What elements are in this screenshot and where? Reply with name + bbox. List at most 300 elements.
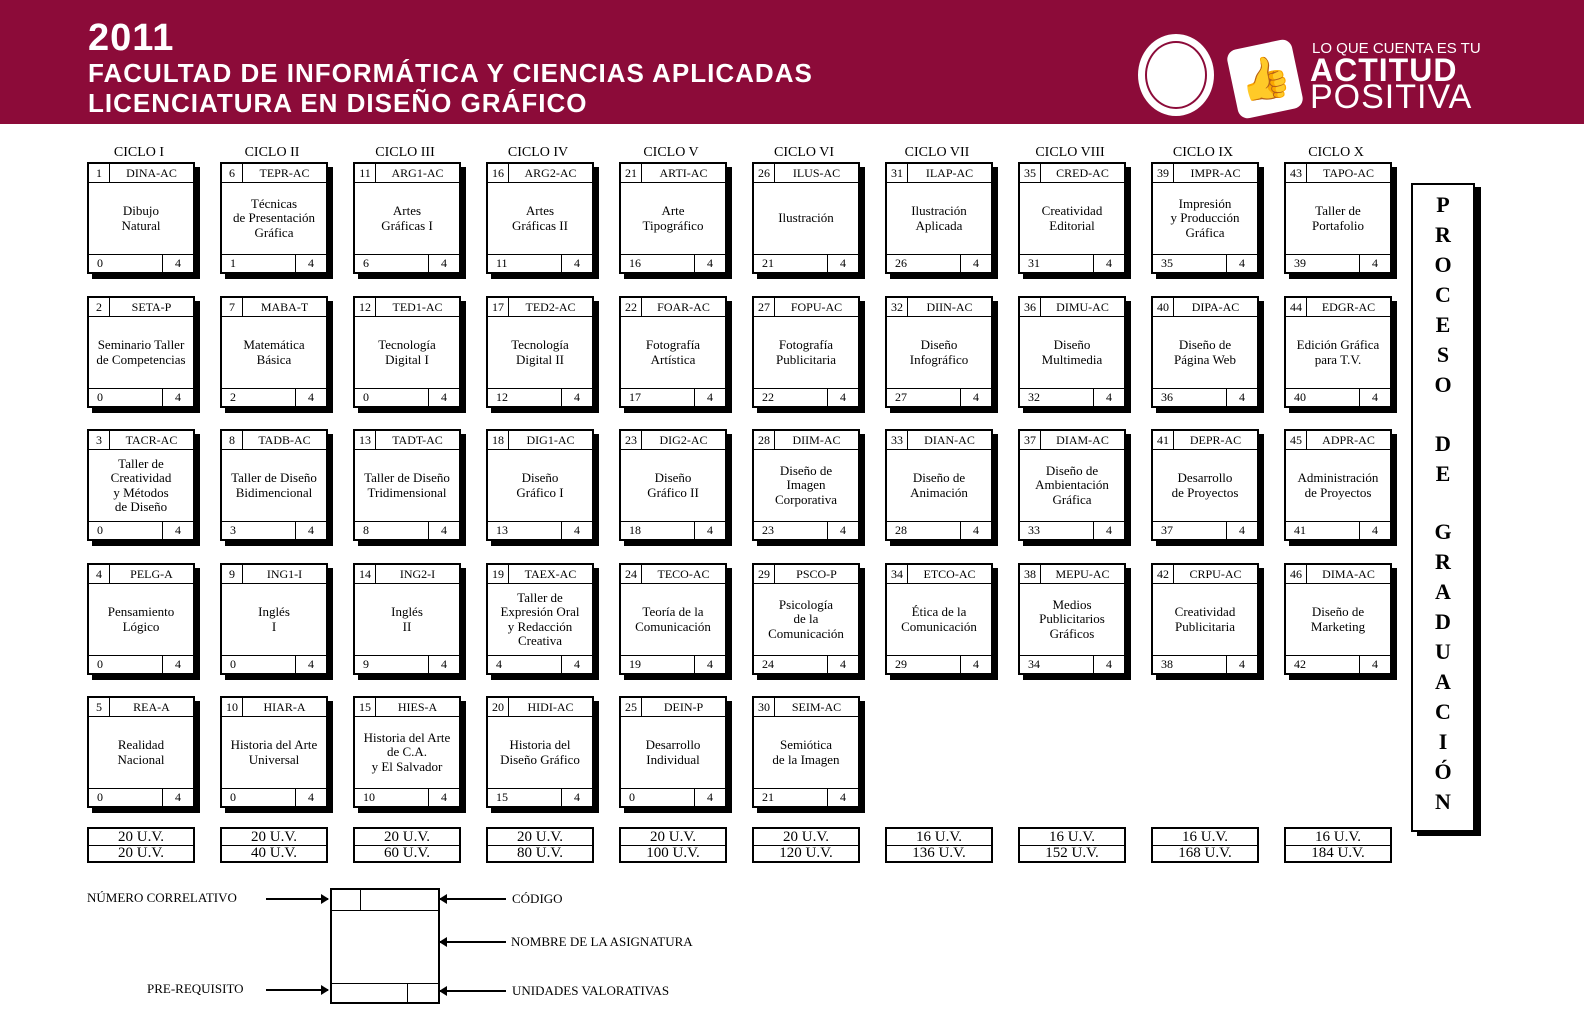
- cycle-uv: 20 U.V.: [222, 829, 326, 846]
- cycle-uv-summary: [752, 827, 860, 863]
- subject-code: MABA-T: [260, 300, 309, 314]
- subject-prerequisite: 0: [97, 390, 103, 404]
- subject-uv: 4: [694, 656, 725, 673]
- subject-card-footer: [1020, 655, 1124, 673]
- subject-number: 16: [488, 164, 509, 182]
- subject-card-header: [488, 164, 592, 183]
- subject-code: TADT-AC: [392, 433, 443, 447]
- subject-number: 31: [887, 164, 908, 182]
- subject-card-footer: [1153, 388, 1257, 406]
- slogan-line-1: LO QUE CUENTA ES TU: [1312, 40, 1481, 57]
- subject-prerequisite: 0: [363, 390, 369, 404]
- subject-uv: 4: [1226, 389, 1257, 406]
- subject-name: Teoría de la Comunicación: [635, 604, 711, 634]
- subject-card: [1151, 563, 1259, 675]
- subject-card-header: [1153, 431, 1257, 450]
- subject-name: Ilustración Aplicada: [911, 203, 967, 233]
- arrow-right-icon: [266, 898, 328, 900]
- subject-number: 35: [1020, 164, 1041, 182]
- subject-card: [87, 429, 195, 541]
- subject-number: 12: [355, 298, 376, 316]
- subject-number: 42: [1153, 565, 1174, 583]
- subject-card: [220, 563, 328, 675]
- graduation-letter: R: [1435, 549, 1451, 574]
- subject-name: Desarrollo de Proyectos: [1171, 470, 1239, 500]
- subject-card-footer: [621, 788, 725, 806]
- subject-prerequisite: 8: [363, 523, 369, 537]
- subject-name: Fotografía Publicitaria: [776, 337, 836, 367]
- subject-name: Diseño Gráfico II: [647, 470, 699, 500]
- subject-number: 10: [222, 698, 243, 716]
- subject-card-header: [621, 164, 725, 183]
- subject-card: [1018, 162, 1126, 274]
- subject-card: [752, 429, 860, 541]
- subject-card: [1018, 296, 1126, 408]
- subject-card-footer: [621, 254, 725, 272]
- slogan-line-3: POSITIVA: [1310, 78, 1473, 116]
- subject-prerequisite: 34: [1028, 657, 1040, 671]
- subject-card-footer: [89, 388, 193, 406]
- subject-card-header: [621, 565, 725, 584]
- subject-card-footer: [222, 254, 326, 272]
- subject-uv: 4: [1226, 255, 1257, 272]
- subject-card: [885, 162, 993, 274]
- subject-card-header: [488, 431, 592, 450]
- subject-code: TACR-AC: [125, 433, 178, 447]
- subject-prerequisite: 32: [1028, 390, 1040, 404]
- subject-card-header: [488, 565, 592, 584]
- subject-card-footer: [89, 655, 193, 673]
- subject-card-footer: [621, 655, 725, 673]
- subject-code: ARTI-AC: [659, 166, 708, 180]
- subject-number: 37: [1020, 431, 1041, 449]
- subject-number: 38: [1020, 565, 1041, 583]
- subject-prerequisite: 12: [496, 390, 508, 404]
- subject-card-header: [1020, 431, 1124, 450]
- subject-uv: 4: [1093, 389, 1124, 406]
- subject-number: 15: [355, 698, 376, 716]
- subject-card-header: [222, 565, 326, 584]
- subject-card: [752, 296, 860, 408]
- subject-card-header: [1286, 298, 1390, 317]
- subject-card-header: [1020, 298, 1124, 317]
- subject-uv: 4: [1359, 255, 1390, 272]
- subject-card: [486, 696, 594, 808]
- subject-name: Tecnología Digital II: [511, 337, 569, 367]
- subject-number: 44: [1286, 298, 1307, 316]
- cycle-uv-summary: [1284, 827, 1392, 863]
- subject-name: Creatividad Editorial: [1041, 203, 1103, 233]
- subject-code: HIES-A: [397, 700, 438, 714]
- cycle-uv-summary: [353, 827, 461, 863]
- subject-card-footer: [488, 655, 592, 673]
- subject-card-header: [355, 298, 459, 317]
- subject-card-header: [488, 698, 592, 717]
- subject-code: TED1-AC: [392, 300, 443, 314]
- subject-number: 3: [89, 431, 110, 449]
- subject-card-footer: [621, 388, 725, 406]
- university-seal-logo: [1138, 34, 1214, 116]
- legend-top-row: [332, 890, 438, 911]
- subject-number: 11: [355, 164, 376, 182]
- subject-number: 9: [222, 565, 243, 583]
- subject-prerequisite: 42: [1294, 657, 1306, 671]
- subject-code: DIIM-AC: [792, 433, 841, 447]
- subject-uv: 4: [428, 789, 459, 806]
- subject-code: DEPR-AC: [1189, 433, 1242, 447]
- subject-uv: 4: [162, 522, 193, 539]
- subject-prerequisite: 0: [97, 523, 103, 537]
- subject-number: 22: [621, 298, 642, 316]
- subject-prerequisite: 4: [496, 657, 502, 671]
- subject-card: [619, 429, 727, 541]
- subject-code: CRED-AC: [1056, 166, 1109, 180]
- subject-prerequisite: 29: [895, 657, 907, 671]
- subject-card-header: [222, 431, 326, 450]
- subject-uv: 4: [1093, 656, 1124, 673]
- slogan-line-2: ACTITUD: [1310, 52, 1458, 88]
- subject-card-footer: [887, 254, 991, 272]
- subject-card-header: [89, 565, 193, 584]
- subject-prerequisite: 0: [230, 790, 236, 804]
- cycle-header: CICLO V: [643, 145, 699, 160]
- subject-uv: 4: [1359, 522, 1390, 539]
- subject-name: Diseño de Animación: [910, 470, 968, 500]
- legend-nombre-label: NOMBRE DE LA ASIGNATURA: [511, 934, 693, 949]
- subject-prerequisite: 41: [1294, 523, 1306, 537]
- subject-name: Diseño Infográfico: [909, 337, 969, 367]
- faculty-title: FACULTAD DE INFORMÁTICA Y CIENCIAS APLICADAS: [88, 58, 813, 88]
- subject-card-header: [887, 431, 991, 450]
- cycle-uv: 16 U.V.: [887, 829, 991, 846]
- subject-number: 23: [621, 431, 642, 449]
- subject-card: [87, 296, 195, 408]
- subject-prerequisite: 24: [762, 657, 774, 671]
- subject-card-footer: [355, 388, 459, 406]
- subject-name: Técnicas de Presentación Gráfica: [233, 195, 315, 240]
- subject-uv: 4: [428, 389, 459, 406]
- subject-card: [353, 296, 461, 408]
- subject-prerequisite: 39: [1294, 256, 1306, 270]
- subject-code: DIIN-AC: [926, 300, 973, 314]
- subject-card: [353, 563, 461, 675]
- subject-prerequisite: 0: [97, 256, 103, 270]
- subject-code: FOPU-AC: [790, 300, 843, 314]
- subject-card-header: [89, 431, 193, 450]
- cumulative-uv: 120 U.V.: [779, 845, 833, 861]
- subject-card: [619, 563, 727, 675]
- subject-number: 6: [222, 164, 243, 182]
- subject-card-footer: [222, 521, 326, 539]
- subject-prerequisite: 0: [629, 790, 635, 804]
- subject-card: [353, 162, 461, 274]
- subject-uv: 4: [827, 522, 858, 539]
- subject-code: IMPR-AC: [1190, 166, 1241, 180]
- cumulative-uv: 60 U.V.: [384, 845, 430, 861]
- subject-card-footer: [488, 254, 592, 272]
- subject-code: DIMU-AC: [1056, 300, 1109, 314]
- subject-card-footer: [754, 388, 858, 406]
- subject-prerequisite: 37: [1161, 523, 1173, 537]
- subject-code: ETCO-AC: [923, 567, 976, 581]
- subject-card-header: [488, 298, 592, 317]
- subject-uv: 4: [162, 255, 193, 272]
- subject-card-header: [1286, 164, 1390, 183]
- subject-code: SEIM-AC: [791, 700, 842, 714]
- subject-card-footer: [1286, 521, 1390, 539]
- subject-number: 28: [754, 431, 775, 449]
- subject-card-header: [355, 565, 459, 584]
- subject-number: 41: [1153, 431, 1174, 449]
- subject-card-header: [754, 565, 858, 584]
- subject-name: Artes Gráficas I: [381, 203, 433, 233]
- legend-bottom-row: [332, 983, 438, 1002]
- subject-card: [619, 696, 727, 808]
- subject-code: PSCO-P: [796, 567, 837, 581]
- subject-card-footer: [887, 655, 991, 673]
- subject-card-footer: [754, 254, 858, 272]
- subject-card: [220, 162, 328, 274]
- subject-uv: 4: [960, 389, 991, 406]
- subject-card-header: [754, 164, 858, 183]
- subject-card: [619, 296, 727, 408]
- cycle-uv-summary: [885, 827, 993, 863]
- subject-code: CRPU-AC: [1189, 567, 1242, 581]
- legend-numero-label: NÚMERO CORRELATIVO: [87, 890, 237, 905]
- subject-uv: 4: [1093, 255, 1124, 272]
- subject-card-footer: [89, 521, 193, 539]
- graduation-letter: A: [1435, 669, 1451, 694]
- subject-card-header: [355, 431, 459, 450]
- subject-prerequisite: 36: [1161, 390, 1173, 404]
- cumulative-uv: 100 U.V.: [646, 845, 700, 861]
- cycle-uv-summary: [1018, 827, 1126, 863]
- subject-card: [1018, 429, 1126, 541]
- subject-card-header: [621, 698, 725, 717]
- subject-number: 7: [222, 298, 243, 316]
- subject-number: 8: [222, 431, 243, 449]
- subject-card: [486, 162, 594, 274]
- subject-name: Inglés II: [391, 604, 423, 634]
- subject-card-header: [1153, 164, 1257, 183]
- subject-uv: 4: [960, 522, 991, 539]
- subject-code: SETA-P: [131, 300, 172, 314]
- subject-uv: 4: [162, 656, 193, 673]
- subject-card-header: [355, 164, 459, 183]
- subject-card-header: [222, 164, 326, 183]
- subject-number: 1: [89, 164, 110, 182]
- graduation-process-panel: [1411, 183, 1475, 832]
- subject-prerequisite: 23: [762, 523, 774, 537]
- subject-card: [87, 563, 195, 675]
- graduation-letter: O: [1434, 252, 1452, 277]
- graduation-letter: S: [1436, 342, 1450, 367]
- cycle-header: CICLO VI: [773, 145, 835, 160]
- header-banner: [0, 0, 1584, 124]
- subject-number: 36: [1020, 298, 1041, 316]
- legend-codigo-label: CÓDIGO: [512, 891, 563, 906]
- subject-name: Artes Gráficas II: [512, 203, 568, 233]
- subject-prerequisite: 2: [230, 390, 236, 404]
- subject-name: Taller de Expresión Oral y Redacción Creativa: [500, 589, 580, 648]
- subject-uv: 4: [827, 389, 858, 406]
- legend-sample-box: [330, 888, 440, 1004]
- subject-name: Taller de Creatividad y Métodos de Diseño: [110, 455, 172, 514]
- subject-card-header: [1020, 565, 1124, 584]
- subject-code: DIAM-AC: [1056, 433, 1109, 447]
- graduation-letter: U: [1435, 639, 1451, 664]
- subject-uv: 4: [694, 522, 725, 539]
- cycle-header: CICLO IX: [1172, 145, 1234, 160]
- cumulative-uv: 136 U.V.: [912, 845, 966, 861]
- subject-prerequisite: 38: [1161, 657, 1173, 671]
- subject-card-footer: [1020, 388, 1124, 406]
- subject-card-header: [89, 298, 193, 317]
- subject-card-footer: [1153, 521, 1257, 539]
- subject-uv: 4: [428, 656, 459, 673]
- subject-prerequisite: 16: [629, 256, 641, 270]
- subject-code: TECO-AC: [657, 567, 710, 581]
- cumulative-uv: 168 U.V.: [1178, 845, 1232, 861]
- subject-uv: 4: [1226, 656, 1257, 673]
- subject-card-footer: [1153, 254, 1257, 272]
- subject-card-footer: [1153, 655, 1257, 673]
- cycle-header: CICLO IV: [507, 145, 569, 160]
- subject-card-footer: [1020, 521, 1124, 539]
- subject-number: 29: [754, 565, 775, 583]
- subject-number: 4: [89, 565, 110, 583]
- cycle-uv: 20 U.V.: [754, 829, 858, 846]
- subject-card-header: [1286, 431, 1390, 450]
- subject-prerequisite: 0: [97, 790, 103, 804]
- subject-name: Diseño de Marketing: [1310, 604, 1366, 634]
- subject-name: Dibujo Natural: [121, 203, 161, 233]
- subject-uv: 4: [960, 255, 991, 272]
- subject-card: [1284, 429, 1392, 541]
- graduation-letter: Ó: [1434, 759, 1452, 784]
- subject-prerequisite: 35: [1161, 256, 1173, 270]
- subject-name: Taller de Portafolio: [1312, 203, 1364, 233]
- subject-code: TAPO-AC: [1322, 166, 1375, 180]
- subject-name: Semiótica de la Imagen: [772, 737, 840, 767]
- subject-prerequisite: 0: [97, 657, 103, 671]
- subject-card: [885, 429, 993, 541]
- career-title: LICENCIATURA EN DISEÑO GRÁFICO: [88, 88, 588, 118]
- subject-card: [486, 296, 594, 408]
- subject-prerequisite: 17: [629, 390, 641, 404]
- graduation-letter: A: [1435, 579, 1451, 604]
- subject-card-header: [89, 698, 193, 717]
- subject-card-header: [1153, 565, 1257, 584]
- subject-uv: 4: [428, 522, 459, 539]
- subject-name: Pensamiento Lógico: [107, 604, 175, 634]
- subject-code: TED2-AC: [525, 300, 576, 314]
- subject-number: 46: [1286, 565, 1307, 583]
- cumulative-uv: 80 U.V.: [517, 845, 563, 861]
- legend-uv-label: UNIDADES VALORATIVAS: [512, 983, 670, 998]
- subject-number: 2: [89, 298, 110, 316]
- subject-card: [752, 563, 860, 675]
- subject-card-footer: [887, 388, 991, 406]
- cumulative-uv: 184 U.V.: [1311, 845, 1365, 861]
- graduation-letter: G: [1434, 519, 1452, 544]
- subject-name: Impresión y Producción Gráfica: [1170, 195, 1240, 240]
- subject-name: Arte Tipográfico: [642, 203, 704, 233]
- arrow-left-icon: [440, 941, 506, 943]
- legend-prerequisito-label: PRE-REQUISITO: [147, 981, 244, 996]
- cycle-header: CICLO I: [113, 145, 165, 160]
- subject-number: 40: [1153, 298, 1174, 316]
- subject-card-footer: [488, 788, 592, 806]
- subject-uv: 4: [1359, 389, 1390, 406]
- subject-prerequisite: 10: [363, 790, 375, 804]
- subject-uv: 4: [295, 789, 326, 806]
- subject-card-header: [887, 565, 991, 584]
- subject-code: MEPU-AC: [1055, 567, 1110, 581]
- subject-number: 19: [488, 565, 509, 583]
- subject-card-footer: [887, 521, 991, 539]
- subject-number: 5: [89, 698, 110, 716]
- cumulative-uv: 152 U.V.: [1045, 845, 1099, 861]
- subject-card-header: [222, 698, 326, 717]
- subject-uv: 4: [295, 656, 326, 673]
- graduation-letter: E: [1435, 461, 1451, 486]
- subject-card-footer: [754, 521, 858, 539]
- subject-uv: 4: [561, 389, 592, 406]
- subject-card: [220, 696, 328, 808]
- subject-card-header: [621, 431, 725, 450]
- cumulative-uv: 20 U.V.: [118, 845, 164, 861]
- subject-card-header: [1020, 164, 1124, 183]
- subject-card: [1151, 296, 1259, 408]
- cycle-uv: 20 U.V.: [488, 829, 592, 846]
- cycle-uv-summary: [87, 827, 195, 863]
- subject-card-footer: [488, 388, 592, 406]
- subject-code: HIDI-AC: [527, 700, 574, 714]
- subject-uv: 4: [561, 522, 592, 539]
- subject-uv: 4: [1359, 656, 1390, 673]
- graduation-letter: C: [1435, 699, 1451, 724]
- subject-name: Diseño de Imagen Corporativa: [774, 462, 838, 507]
- graduation-letter: O: [1434, 372, 1452, 397]
- subject-code: REA-A: [133, 700, 170, 714]
- subject-uv: 4: [162, 389, 193, 406]
- subject-number: 20: [488, 698, 509, 716]
- subject-code: DIG2-AC: [659, 433, 708, 447]
- subject-name: Creatividad Publicitaria: [1174, 604, 1236, 634]
- subject-card-footer: [1286, 655, 1390, 673]
- legend-num-cell: [332, 890, 361, 910]
- subject-code: TEPR-AC: [259, 166, 310, 180]
- subject-number: 45: [1286, 431, 1307, 449]
- subject-code: DIG1-AC: [526, 433, 575, 447]
- subject-number: 30: [754, 698, 775, 716]
- subject-card: [353, 696, 461, 808]
- subject-card: [1284, 296, 1392, 408]
- subject-card: [220, 296, 328, 408]
- subject-code: HIAR-A: [263, 700, 306, 714]
- subject-number: 25: [621, 698, 642, 716]
- subject-code: DINA-AC: [126, 166, 177, 180]
- subject-number: 13: [355, 431, 376, 449]
- subject-card: [220, 429, 328, 541]
- subject-name: Medios Publicitarios Gráficos: [1039, 596, 1105, 641]
- subject-card-footer: [355, 254, 459, 272]
- subject-card-footer: [621, 521, 725, 539]
- subject-uv: 4: [428, 255, 459, 272]
- subject-uv: 4: [561, 255, 592, 272]
- subject-code: EDGR-AC: [1321, 300, 1376, 314]
